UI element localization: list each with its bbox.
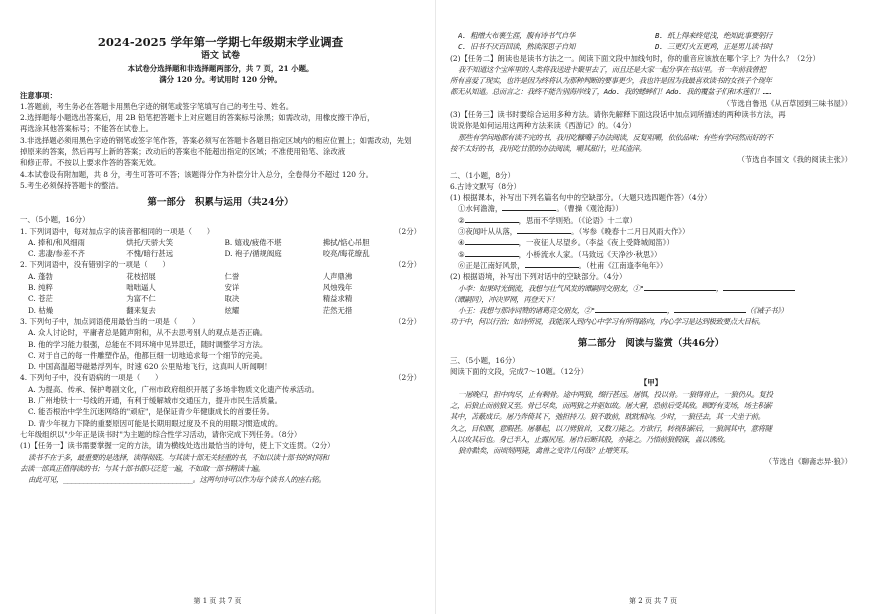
dialog-line: （谭嗣同），冲决罗网，再登天下！: [450, 294, 559, 304]
dialog-line: 功于中，何以行治；如诗所说，我能深入到内心中学习有所得路向，内心学习是达到极致要点大目标。: [450, 317, 765, 327]
section-three-heading: 三、（5小题，16分）: [450, 355, 520, 365]
handwritten-passage: 我不知道这个宝库里的人类将我送进卡聚里去了，而且还是大家一起分享在书店里。书一年前我曾把: [458, 64, 766, 74]
handwritten-passage: 读书不在于多，最重要的是选择，读得彻底。与其读十部无关轻重的书，不如以读十部书的时间和: [28, 452, 329, 462]
question-1-options: [20, 237, 421, 248]
note-line: 5.考生必须保持答题卡的整洁。: [20, 180, 124, 190]
handwritten-passage: 入以攻其后也。身已半入，止露尻尾。屠自后断其股，亦毙之。乃悟前狼假寐，盖以诱敌。: [450, 434, 730, 444]
question-score: （2分）: [394, 316, 421, 326]
question-score: （2分）: [394, 226, 421, 236]
option: C. 能否根治中学生沉迷网络的"顽症"，是保证青少年健康成长的首要任务。: [28, 407, 275, 417]
option: D. 青少年视力下降的重要原因可能是长期用眼过度及不良的用眼习惯造成的。: [28, 418, 283, 428]
dialog-line: 小李：如果时光倒流，我想与壮气风发的谭嗣同交朋友，①" ，: [450, 283, 852, 294]
option: D. 枯燥: [28, 305, 54, 315]
section-two-heading: 二、（1小题，8分）: [450, 170, 515, 180]
dialog-line: 小王：我想与那诗词赞的诸葛亮交朋友，②" ， （《诫子书》）: [458, 306, 788, 316]
option: C. 悲凄/参差不齐: [28, 249, 85, 259]
notes-list: [20, 101, 421, 191]
option: 炫耀: [224, 305, 240, 315]
passage-source: （节选自《聊斋志异·狼》）: [764, 457, 852, 467]
option: A. 为提高、传承、保护粤剧文化，广州市政府组织开展了多场非物质文化遗产传承活动。: [28, 384, 319, 394]
answer-blank[interactable]: [465, 249, 519, 257]
option: C. 对于自己的每一件雕塑作品，他都巨细一切地追求每一个细节的完美。: [28, 350, 268, 360]
option: A. 捧和/和风细雨: [28, 237, 85, 247]
option: 风烛残年: [322, 283, 353, 293]
notes-title: 注意事项：: [20, 90, 57, 100]
fill-blank-item: ⑤ ，小桥流水人家。（马致远《天净沙·秋思》）: [458, 249, 662, 259]
passage-source: （节选自鲁迅《从百草园到三味书屋》）: [722, 98, 852, 108]
exam-title: 2024-2025 学年第一学期七年级期末学业调查: [97, 35, 344, 49]
option: 烘托/天骄大笑: [126, 237, 174, 247]
passage-source: （节选自李国文《我的阅读主张》）: [737, 155, 852, 165]
note-line: 掉原来的答案，然后再写上新的答案；改动后的答案也不能超出指定的区域；不准使用铅笔、涂改液: [20, 147, 346, 157]
answer-blank[interactable]: [595, 305, 667, 313]
exam-intro-2: 满分 120 分。考试用时 120 分钟。: [159, 75, 282, 85]
handwritten-passage: 之，后狼止而前狼又至。骨已尽矣，而两狼之并驱如故。屠大窘，恐前后受其敌。顾野有麦场，场主积薪: [450, 400, 772, 410]
question-2: 2. 下列词语中，没有错别字的一项是（ ） （2分）: [20, 260, 421, 270]
answer-blank[interactable]: [674, 305, 746, 313]
exam-intro-1: 本试卷分选择题和非选择题两部分，共 7 页，21 小题。: [127, 64, 314, 73]
section-one-heading: 一、（5小题，16分）: [20, 215, 90, 225]
fill-blank-item: ② ，思而不学则殆。（《论语》十二章）: [458, 215, 637, 225]
question-5: 七年级组织以"少年正是读书时"为主题的综合性学习活动，请你完成下列任务。（8分）: [20, 429, 302, 439]
option: D. 中国高温超导磁悬浮列车，时速 620 公里贴地飞行，这真叫人听闻啊！: [28, 362, 272, 372]
option: A. 蓬勃: [28, 271, 53, 281]
note-line: 1.答题前，考生务必在答题卡用黑色字迹的钢笔或签字笔填写自己的考生号、姓名。: [20, 101, 294, 111]
question-6-part-1: (1) 根据课本，补写出下列名篇名句中的空缺部分。（大题只选四题作答）（4分）: [450, 193, 712, 203]
handwritten-passage: 所有喜爱了现实，也许是因为终将认为那种判断的要事更少，我也许是因为我最喜欢读书的女孩子个现年: [450, 76, 772, 86]
option: 不愧/暗行甚远: [126, 249, 174, 259]
task-three: (3)【任务三】读书时要综合运用多种方法。请你先解释下面这段话中加点词所描述的两种读书方法，再: [450, 110, 786, 120]
handwritten-passage: 一屠晚归，担中肉尽，止有剩骨。途中两狼，缀行甚远。屠惧，投以骨。一狼得骨止，一狼仍从。复投: [458, 389, 773, 399]
option: 翻来复去: [126, 305, 156, 315]
answer-blank[interactable]: [465, 237, 519, 245]
fill-blank-item: ⑥正是江南好风景， 。（杜甫《江南逢李龟年》）: [458, 260, 668, 270]
option: A. 众人讨论时，平庸者总是随声附和，从不去思考别人的观点是否正确。: [28, 328, 268, 338]
page-footer: 第 2 页 共 7 页: [628, 597, 678, 605]
handwritten-passage: 都无从知道。总而言之：我终不能告别海岸线了，Ado. 我的蟋蟀们！Ado. 我的覆盆子们和木莲们！……: [450, 87, 772, 97]
option: 为富不仁: [126, 294, 156, 304]
task-one: (1)【任务一】读书需要掌握一定的方法，请为横线处选出最恰当的诗句，使上下文连贯。（2分）: [20, 441, 335, 451]
fill-blank-item: ①水何澹澹， 。（曹操《观沧海》）: [458, 204, 623, 214]
answer-blank[interactable]: [465, 215, 519, 223]
task-one-options: [450, 41, 852, 52]
page-footer: 第 1 页 共 7 页: [193, 597, 242, 605]
option: D. 袍子/循规阀庭: [224, 249, 282, 259]
part-two-heading: 第二部分 阅读与鉴赏（共46分）: [577, 337, 725, 349]
option: B. 广州地铁十一号线的开通，有利于缓解城市交通压力，提升市民生活质量。: [28, 396, 283, 406]
fill-blank-item: ④ ，一夜征人尽望乡。（李益《夜上受降城闻笛》）: [458, 238, 674, 248]
option: C. 旧书不厌百回读，熟读深思子自知: [458, 42, 576, 52]
answer-blank[interactable]: [723, 283, 795, 291]
note-line: 3.非选择题必须用黑色字迹的钢笔或签字笔作答，答案必须写在答题卡各题目指定区域内的相应位置上；如需改动，先划: [20, 135, 412, 145]
option: 仁誉: [224, 271, 240, 281]
fill-blank-item: ③夜闻叶从从落， 。（岑参《晚春十二月日风雨大作》）: [458, 227, 690, 237]
option: 取决: [224, 294, 240, 304]
question-6: 6.古诗文默写（8分）: [450, 181, 521, 191]
option: 花枝招展: [126, 271, 156, 281]
task-three-cont: 说说你是如何运用这两种方法来读《西游记》的。（4分）: [450, 121, 636, 131]
option: 咄咄逼人: [126, 283, 156, 293]
question-1: 1. 下列词语中，每对加点字的读音都相同的一项是（ ） （2分）: [20, 226, 421, 236]
option: D. 三更灯火五更鸡，正是男儿读书时: [655, 42, 773, 52]
question-score: （2分）: [394, 373, 421, 383]
part-one-heading: 第一部分 积累与运用（共24分）: [147, 197, 294, 209]
option: C. 苍茫: [28, 294, 53, 304]
page-two: [435, 0, 870, 614]
option: 人声鼎沸: [322, 271, 353, 281]
option: B. 嬉戏/疲倦不堪: [224, 237, 282, 247]
question-6-part-2: (2) 根据语境，补写出下列对话中的空缺部分。（4分）: [450, 272, 627, 282]
handwritten-passage: 那些有学问地都有读不完的书，我用吃糠嘴子办法阅读，反复咀嚼，依依品味；有些有学问然而好的不: [458, 132, 773, 142]
handwritten-passage: 由此可见，________________________________。这两句诗可以作为每个读书人的座右铭。: [28, 475, 326, 485]
question-1-options: [20, 248, 421, 259]
option: 茫然无措: [322, 305, 353, 315]
question-score: （2分）: [394, 260, 421, 270]
option: 咬亮/晦花缭乱: [322, 249, 370, 259]
question-2-option-row: [20, 282, 421, 293]
answer-blank[interactable]: [525, 260, 579, 268]
option: B. 他的学习能力很强，总能在不同环境中见异思迁，随时调整学习方法。: [28, 339, 268, 349]
option: B. 纸上得来终觉浅，绝知此事要躬行: [655, 31, 773, 40]
note-line: 2.选择题每小题选出答案后，用 2B 铅笔把答题卡上对应题目的答案标号涂黑；如需改动，用橡皮擦干净后，: [20, 113, 375, 123]
question-2-option-row: [20, 305, 421, 316]
reading-intro: 阅读下面的文段，完成7～10题。（12分）: [450, 367, 589, 377]
question-3: 3. 下列句子中，加点词语使用最恰当的一项是（ ） （2分）: [20, 316, 421, 326]
note-line: 4.本试卷设有附加题，共 8 分，考生可答可不答；该题得分作为补偿分计入总分，全卷得分不超过 120 分。: [20, 169, 374, 179]
option: B. 纯粹: [28, 283, 53, 293]
task-one-options: [450, 30, 852, 41]
handwritten-passage: 久之，目似瞑，意暇甚。屠暴起，以刀劈狼首，又数刀毙之。方欲行，转视积薪后，一狼洞其中，意将隧: [450, 423, 772, 433]
option: 安详: [224, 283, 240, 293]
answer-blank[interactable]: [517, 226, 571, 234]
question-2-option-row: [20, 293, 421, 304]
note-line: 再选涂其他答案标号；不能答在试卷上。: [20, 124, 154, 134]
handwritten-passage: 狼亦黠矣，而顷刻两毙，禽兽之变诈几何哉？止增笑耳。: [458, 446, 633, 456]
exam-subject: 语文 试卷: [200, 51, 241, 61]
answer-blank[interactable]: [502, 203, 556, 211]
option: A. 粗缯大布裹生涯，腹有诗书气自华: [458, 31, 576, 40]
passage-title: 【甲】: [639, 378, 663, 388]
handwritten-passage: 按不太好的书，我用吃甘蔗的办法阅读，嚼其甜汁，吐其渣滓。: [450, 143, 646, 153]
option: 拂拭/惦心吊胆: [322, 237, 370, 247]
handwritten-passage: 去读一部真正值得读的书；与其十部书都只泛览一遍，不如取一部书精读十遍。: [20, 463, 265, 473]
handwritten-passage: 其中，苫蔽成丘。屠乃奔倚其下，弛担持刀。狼不敢前，眈眈相向。少时，一狼径去，其一犬坐于前。: [450, 412, 765, 422]
question-2-option-row: [20, 271, 421, 282]
note-line: 和修正带。不按以上要求作答的答案无效。: [20, 158, 161, 168]
question-4: 4. 下列句子中，没有语病的一项是（ ） （2分）: [20, 373, 421, 383]
task-two: (2)【任务二】朗读也是读书方法之一。阅读下面文段中加线句时，你的重音应该放在哪个字上？为什么？（2分）: [450, 53, 820, 63]
answer-blank[interactable]: [644, 283, 716, 291]
option: 精益求精: [322, 294, 353, 304]
